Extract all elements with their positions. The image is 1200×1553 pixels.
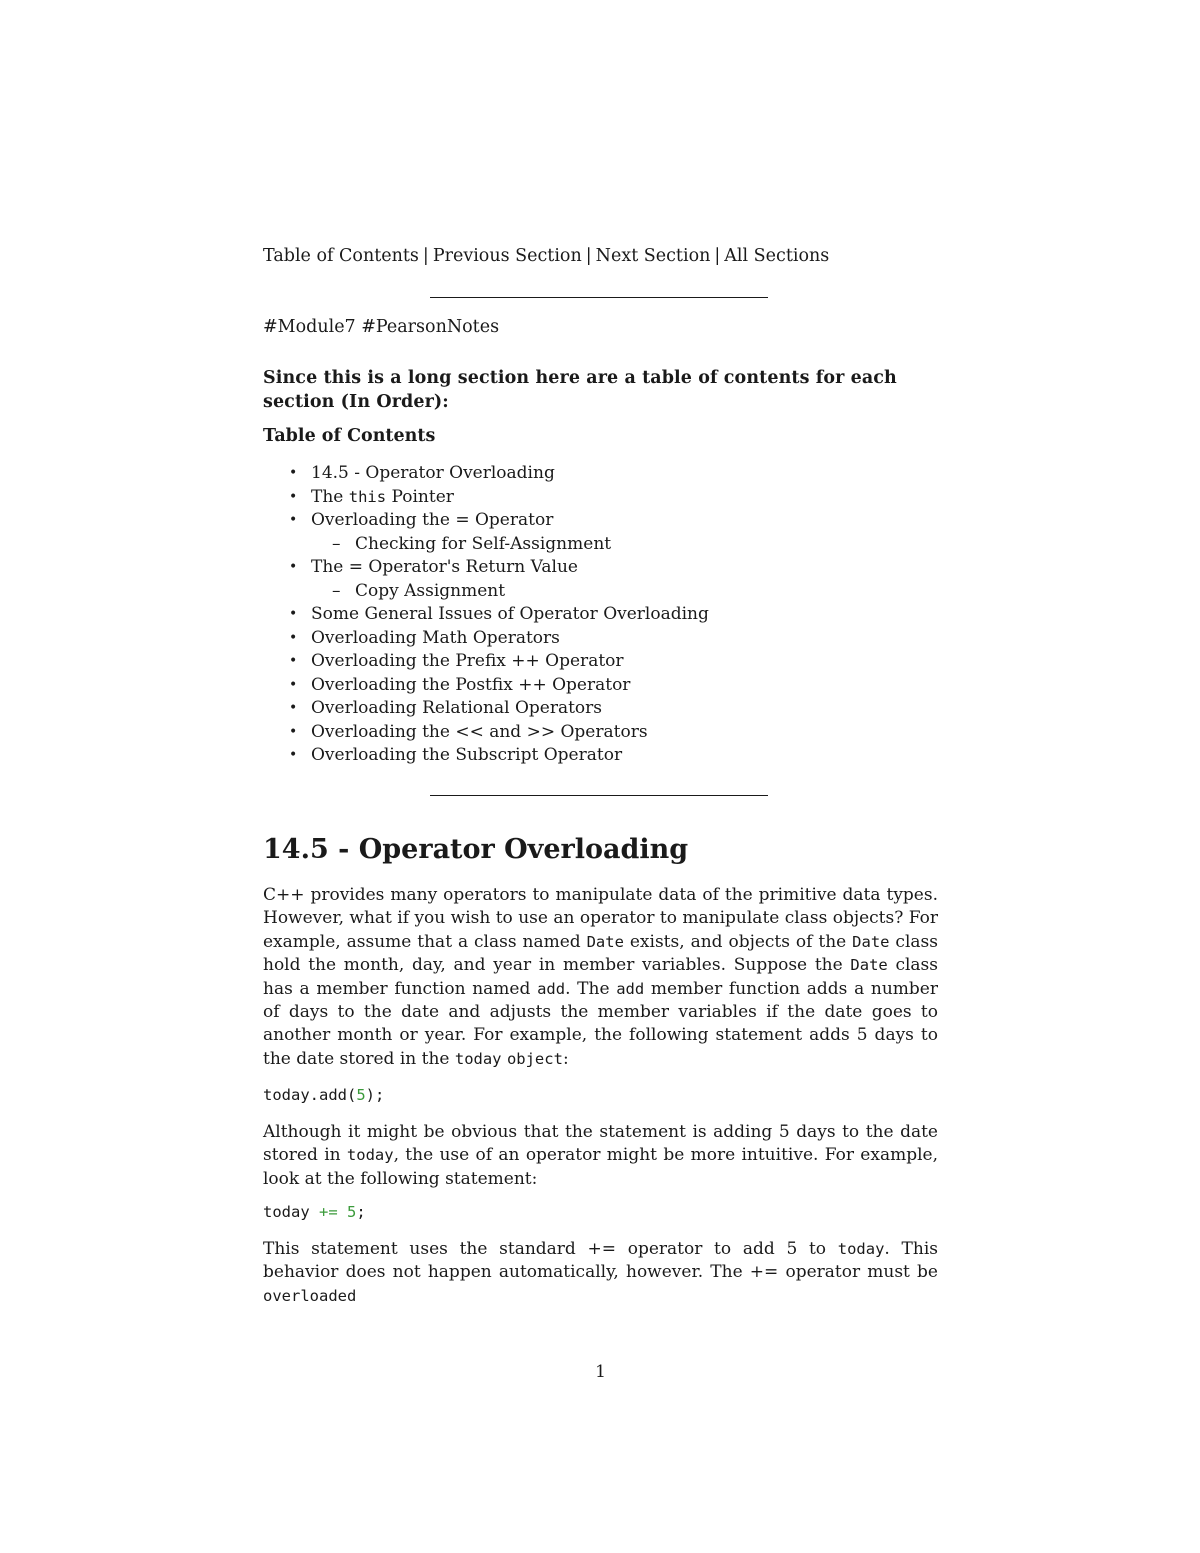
- nav-separator: |: [714, 246, 721, 266]
- toc-item[interactable]: [263, 697, 709, 721]
- tags-line: #Module7 #PearsonNotes: [263, 317, 500, 337]
- paragraph-text: , the use of an operator might be more intuitive. For example, look at the following statement:: [263, 1145, 938, 1189]
- toc-item[interactable]: [263, 603, 709, 627]
- toc-item[interactable]: [263, 556, 709, 580]
- inline-code: object: [506, 1049, 563, 1068]
- paragraph-text: class hold the month, day, and year in member variables. Suppose the: [263, 931, 938, 976]
- nav-link-table-of-contents[interactable]: Table of Contents: [263, 246, 419, 266]
- horizontal-rule-top: [430, 297, 768, 298]
- paragraph-text: . This behavior does not happen automatically, however. The += operator must be: [263, 1239, 938, 1283]
- nav-link-next-section[interactable]: Next Section: [595, 246, 711, 266]
- code-block-plus-equals: [263, 1203, 366, 1221]
- toc-subitem[interactable]: [263, 533, 709, 557]
- toc-subitem[interactable]: [263, 580, 709, 604]
- inline-code: add: [616, 979, 645, 998]
- inline-code: Date: [586, 932, 624, 951]
- toc-list: [263, 462, 709, 768]
- toc-link[interactable]: Overloading Relational Operators: [311, 698, 603, 718]
- inline-code: Date: [852, 932, 890, 951]
- nav-separator: |: [422, 246, 429, 266]
- toc-link[interactable]: Overloading the Prefix ++ Operator: [311, 651, 624, 671]
- section-heading: 14.5 - Operator Overloading: [263, 834, 689, 865]
- toc-link-text: The: [311, 486, 349, 507]
- code-text: ;: [356, 1203, 366, 1221]
- toc-link[interactable]: Overloading the = Operator: [311, 510, 554, 530]
- code-operator: +=: [319, 1203, 338, 1221]
- toc-item[interactable]: [263, 721, 709, 745]
- paragraph-text: class has a member function named: [263, 955, 939, 999]
- paragraph-overloading-required: [263, 1238, 938, 1308]
- inline-code: add: [537, 979, 566, 998]
- intro-text: Since this is a long section here are a table of contents for each section (In Order):: [263, 368, 897, 412]
- toc-link[interactable]: 14.5 - Operator Overloading: [311, 463, 555, 483]
- toc-link[interactable]: [311, 487, 454, 507]
- paragraph-text: member function adds a number of days to the date and adjusts the member variables if the date goes to another month or year. For example, the following statement adds 5 days to the date stored in the: [263, 978, 938, 1069]
- inline-code: Date: [850, 956, 888, 975]
- nav-link-previous-section[interactable]: Previous Section: [432, 246, 582, 266]
- toc-item[interactable]: [263, 674, 709, 698]
- toc-link[interactable]: Overloading Math Operators: [311, 627, 560, 648]
- code-text: today.add(: [263, 1086, 357, 1104]
- paragraph-intro: [263, 884, 938, 1071]
- toc-link[interactable]: Overloading the << and >> Operators: [311, 721, 648, 742]
- toc-heading: Table of Contents: [263, 426, 436, 446]
- paragraph-text: Although it might be obvious that the statement is adding 5 days to the date stored in: [263, 1122, 938, 1166]
- inline-code: overloaded: [263, 1286, 357, 1305]
- toc-link[interactable]: Overloading the Postfix ++ Operator: [311, 674, 631, 695]
- code-number: 5: [347, 1203, 357, 1221]
- inline-code: this: [348, 487, 387, 506]
- toc-link[interactable]: Copy Assignment: [355, 580, 506, 601]
- code-text: );: [365, 1086, 385, 1104]
- inline-code: today: [837, 1240, 885, 1258]
- code-text: [338, 1203, 347, 1221]
- code-number: 5: [356, 1086, 366, 1104]
- toc-link[interactable]: Overloading the Subscript Operator: [311, 745, 623, 765]
- toc-link[interactable]: The = Operator's Return Value: [311, 557, 578, 577]
- toc-link[interactable]: Checking for Self-Assignment: [355, 533, 612, 554]
- inline-code: today: [454, 1049, 502, 1068]
- paragraph-text: :: [562, 1048, 569, 1069]
- paragraph-text: exists, and objects of the: [623, 931, 853, 952]
- horizontal-rule-bottom: [430, 795, 768, 796]
- toc-link[interactable]: Some General Issues of Operator Overloading: [311, 604, 709, 624]
- toc-item[interactable]: [263, 509, 709, 533]
- inline-code: today: [346, 1146, 394, 1165]
- page-number: 1: [595, 1362, 606, 1382]
- toc-item[interactable]: [263, 744, 709, 768]
- paragraph-text: . The: [565, 978, 617, 999]
- section-navigation: [263, 246, 829, 266]
- code-text: today: [263, 1203, 319, 1221]
- code-block-add: [263, 1086, 384, 1104]
- paragraph-operator-intuitive: [263, 1121, 938, 1191]
- nav-separator: |: [585, 246, 592, 266]
- toc-item[interactable]: [263, 462, 709, 486]
- toc-link-text: Pointer: [386, 486, 454, 507]
- nav-link-all-sections[interactable]: All Sections: [724, 246, 830, 266]
- toc-item[interactable]: [263, 650, 709, 674]
- paragraph-text: C++ provides many operators to manipulate data of the primitive data types. However, what if you wish to use an operator to manipulate class objects? For example, assume that a class named: [263, 885, 938, 952]
- toc-item[interactable]: [263, 486, 709, 510]
- toc-item[interactable]: [263, 627, 709, 651]
- paragraph-text: This statement uses the standard += operator to add 5 to: [263, 1239, 838, 1259]
